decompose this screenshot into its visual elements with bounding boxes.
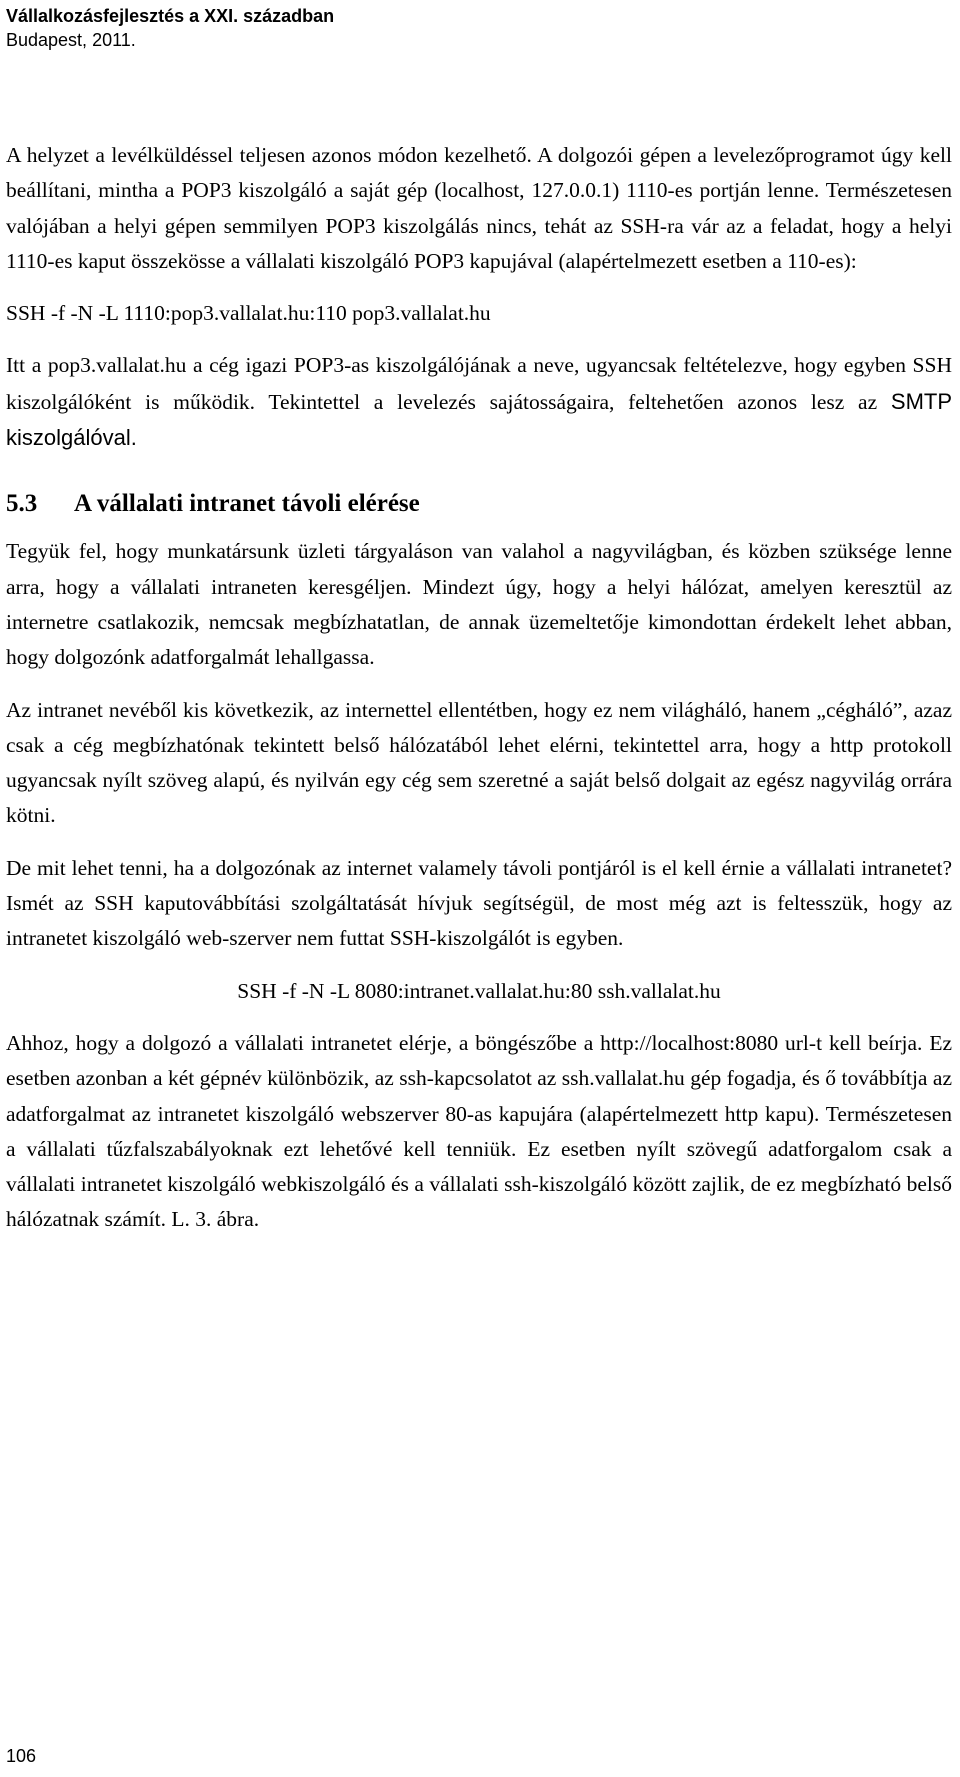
section-number: 5.3 (6, 490, 38, 518)
paragraph-pop3-server-tail: SMTP kiszolgálóval. (6, 388, 953, 451)
paragraph-remote-access-scenario: Tegyük fel, hogy munkatársunk üzleti tárgyaláson van valahol a nagyvilágban, és közben szüksége lenne arra, hogy a vállalati intraneten keresgéljen. Mindezt úgy, hogy a helyi hálózat, amelyen keresztül az internetre csatlakozik, nemcsak megbízhatatlan, de annak üzemeltetője kimondottan érdekelt lehet abban, hogy dolgozónk adatforgalmát lehallgassa. (6, 539, 952, 670)
paragraph-intranet-definition: Az intranet nevéből kis következik, az internettel ellentétben, hogy ez nem világháló, hanem „cégháló”, azaz csak a cég megbízhatónak tekintett belső hálózatából lehet elérni, tekintettel arra, hogy a http protokoll ugyancsak nyílt szöveg alapú, és nyilván egy cég sem szeretné a saját belső dolgait az egész nagyvilág orrára kötni. (6, 697, 952, 828)
section-title: A vállalati intranet távoli elérése (74, 490, 420, 518)
command-pop3-forward: SSH -f -N -L 1110:pop3.vallalat.hu:110 pop3.vallalat.hu (6, 301, 491, 326)
header-title: Vállalkozásfejlesztés a XXI. században (6, 6, 335, 26)
paragraph-pop3-server (6, 348, 952, 456)
running-header (6, 4, 334, 52)
paragraph-pop3-server-text: Itt a pop3.vallalat.hu a cég igazi POP3-as kiszolgálójának a neve, ugyancsak feltételezve, hogy egyben SSH kiszolgálóként is működik. Tekintettel a levelezés sajátosságaira, feltehetően azonos lesz az (6, 353, 952, 414)
paragraph-pop3-setup: A helyzet a levélküldéssel teljesen azonos módon kezelhető. A dolgozói gépen a levelezőprogramot úgy kell beállítani, mintha a POP3 kiszolgáló a saját gép (localhost, 127.0.0.1) 1110-es portján lenne. Természetesen valójában a helyi gépen semmilyen POP3 kiszolgálás nincs, tehát az SSH-ra vár az a feladat, hogy a helyi 1110-es kaput összekösse a vállalati kiszolgáló POP3 kapujával (alapértelmezett esetben a 110-es): (6, 143, 952, 273)
page-number: 106 (6, 1746, 37, 1766)
section-heading (6, 484, 952, 524)
page-content (6, 138, 952, 1255)
paragraph-ssh-forwarding: De mit lehet tenni, ha a dolgozónak az internet valamely távoli pontjáról is el kell érnie a vállalati intranetet? Ismét az SSH kaputovábbítási szolgáltatását hívjuk segítségül, de most még azt is feltesszük, hogy az intranetet kiszolgáló web-szerver nem futtat SSH-kiszolgálót is egyben. (6, 855, 952, 951)
header-subtitle: Budapest, 2011. (6, 30, 136, 50)
paragraph-browser-access: Ahhoz, hogy a dolgozó a vállalati intranetet elérje, a böngészőbe a http://localhost:8080 url-t kell beírja. Ez esetben azonban a két gépnév különbözik, az ssh-kapcsolatot az ssh.vallalat.hu gép fogadja, és ő továbbítja az adatforgalmat az intranetet kiszolgáló webszerver 80-as kapujára (alapértelmezett http kapu). Természetesen a vállalati tűzfalszabályoknak ezt lehetővé kell tenniük. Ez esetben nyílt szövegű adatforgalom csak a vállalati intranetet kiszolgáló webkiszolgáló és a vállalati ssh-kiszolgáló között zajlik, de ez megbízható belső hálózatnak számít. L. 3. ábra. (6, 1030, 952, 1232)
command-intranet-forward: SSH -f -N -L 8080:intranet.vallalat.hu:80 ssh.vallalat.hu (237, 978, 721, 1003)
